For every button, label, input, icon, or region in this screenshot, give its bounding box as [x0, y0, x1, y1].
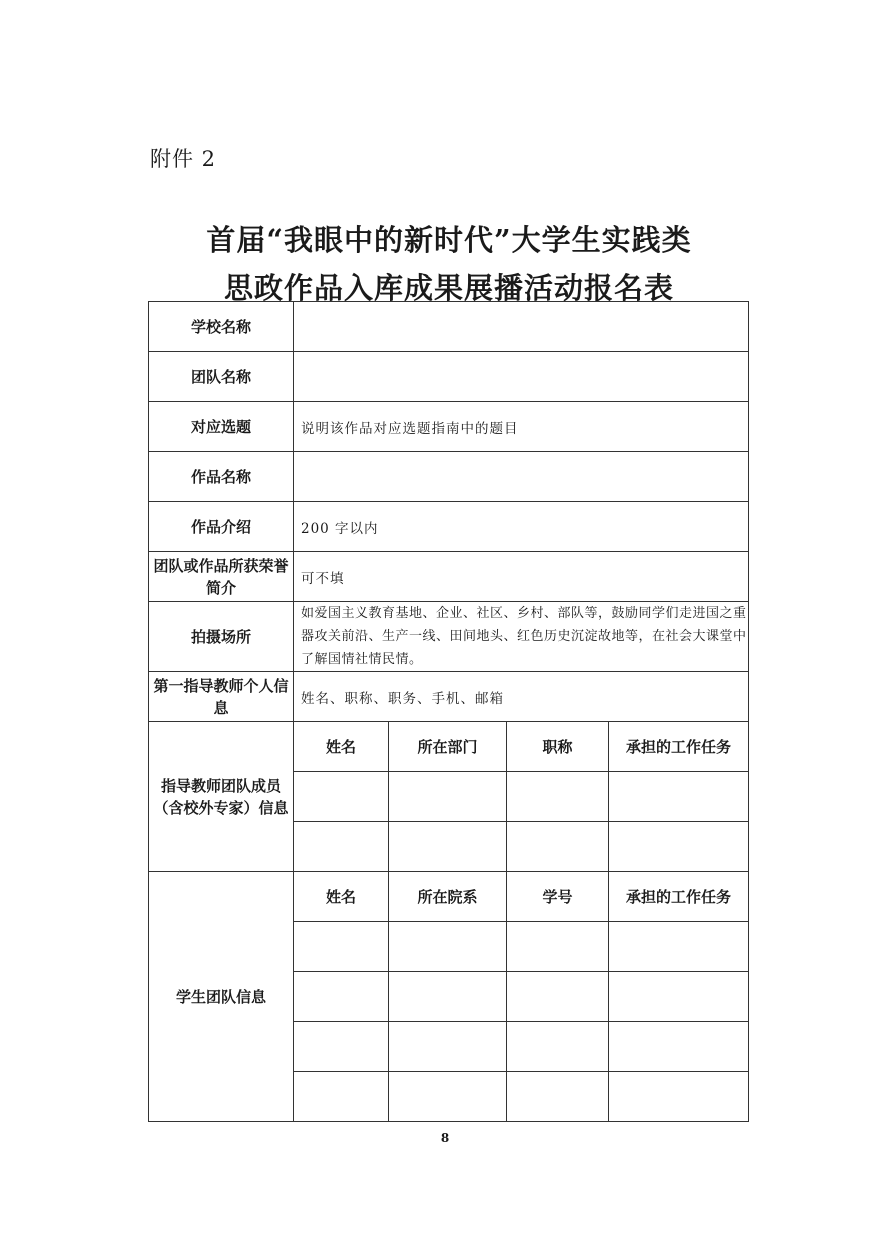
- location-label: 拍摄场所: [149, 602, 294, 672]
- first-teacher-label: 第一指导教师个人信息: [149, 672, 294, 722]
- topic-label: 对应选题: [149, 402, 294, 452]
- student-id-cell[interactable]: [507, 1022, 609, 1072]
- student-task-cell[interactable]: [609, 922, 749, 972]
- form-row-school: [149, 302, 749, 352]
- teacher-task-cell[interactable]: [609, 822, 749, 872]
- first-teacher-field[interactable]: 姓名、职称、职务、手机、邮箱: [294, 672, 749, 722]
- school-name-field[interactable]: [294, 302, 749, 352]
- form-row-topic: [149, 402, 749, 452]
- student-department-cell[interactable]: [389, 1072, 507, 1122]
- form-row-team: [149, 352, 749, 402]
- teacher-name-cell[interactable]: [294, 822, 389, 872]
- teacher-title-cell[interactable]: [507, 822, 609, 872]
- student-name-cell[interactable]: [294, 1022, 389, 1072]
- honors-label: 团队或作品所获荣誉简介: [149, 552, 294, 602]
- form-row-first-teacher: [149, 672, 749, 722]
- student-name-cell[interactable]: [294, 922, 389, 972]
- location-field[interactable]: 如爱国主义教育基地、企业、社区、乡村、部队等，鼓励同学们走进国之重器攻关前沿、生产一线、田间地头、红色历史沉淀故地等，在社会大课堂中了解国情社情民情。: [294, 602, 749, 672]
- topic-field[interactable]: 说明该作品对应选题指南中的题目: [294, 402, 749, 452]
- student-col-id: 学号: [507, 872, 609, 922]
- student-team-header-row: [149, 872, 749, 922]
- teacher-col-task: 承担的工作任务: [609, 722, 749, 772]
- student-department-cell[interactable]: [389, 922, 507, 972]
- team-name-field[interactable]: [294, 352, 749, 402]
- student-department-cell[interactable]: [389, 1022, 507, 1072]
- work-intro-label: 作品介绍: [149, 502, 294, 552]
- teacher-col-title: 职称: [507, 722, 609, 772]
- team-name-label: 团队名称: [149, 352, 294, 402]
- student-col-department: 所在院系: [389, 872, 507, 922]
- registration-form-table: [148, 301, 749, 1122]
- student-name-cell[interactable]: [294, 1072, 389, 1122]
- student-task-cell[interactable]: [609, 1022, 749, 1072]
- student-id-cell[interactable]: [507, 972, 609, 1022]
- school-name-label: 学校名称: [149, 302, 294, 352]
- student-col-name: 姓名: [294, 872, 389, 922]
- student-department-cell[interactable]: [389, 972, 507, 1022]
- student-id-cell[interactable]: [507, 922, 609, 972]
- teacher-col-department: 所在部门: [389, 722, 507, 772]
- teacher-name-cell[interactable]: [294, 772, 389, 822]
- page-number: 8: [440, 1131, 450, 1145]
- work-name-label: 作品名称: [149, 452, 294, 502]
- teacher-col-name: 姓名: [294, 722, 389, 772]
- student-task-cell[interactable]: [609, 1072, 749, 1122]
- teacher-title-cell[interactable]: [507, 772, 609, 822]
- attachment-label: 附件 2: [150, 147, 217, 171]
- form-row-intro: [149, 502, 749, 552]
- student-team-label: 学生团队信息: [149, 872, 294, 1122]
- form-row-location: [149, 602, 749, 672]
- student-name-cell[interactable]: [294, 972, 389, 1022]
- student-col-task: 承担的工作任务: [609, 872, 749, 922]
- teacher-department-cell[interactable]: [389, 822, 507, 872]
- student-id-cell[interactable]: [507, 1072, 609, 1122]
- honors-field[interactable]: 可不填: [294, 552, 749, 602]
- work-intro-field[interactable]: 200 字以内: [294, 502, 749, 552]
- student-task-cell[interactable]: [609, 972, 749, 1022]
- teacher-team-label: 指导教师团队成员（含校外专家）信息: [149, 722, 294, 872]
- form-title-line-1: 首届“我眼中的新时代”大学生实践类: [206, 223, 692, 257]
- work-name-field[interactable]: [294, 452, 749, 502]
- form-row-honors: [149, 552, 749, 602]
- teacher-department-cell[interactable]: [389, 772, 507, 822]
- teacher-team-header-row: [149, 722, 749, 772]
- form-title-line-2: 思政作品入库成果展播活动报名表: [223, 271, 674, 305]
- form-row-work-name: [149, 452, 749, 502]
- teacher-task-cell[interactable]: [609, 772, 749, 822]
